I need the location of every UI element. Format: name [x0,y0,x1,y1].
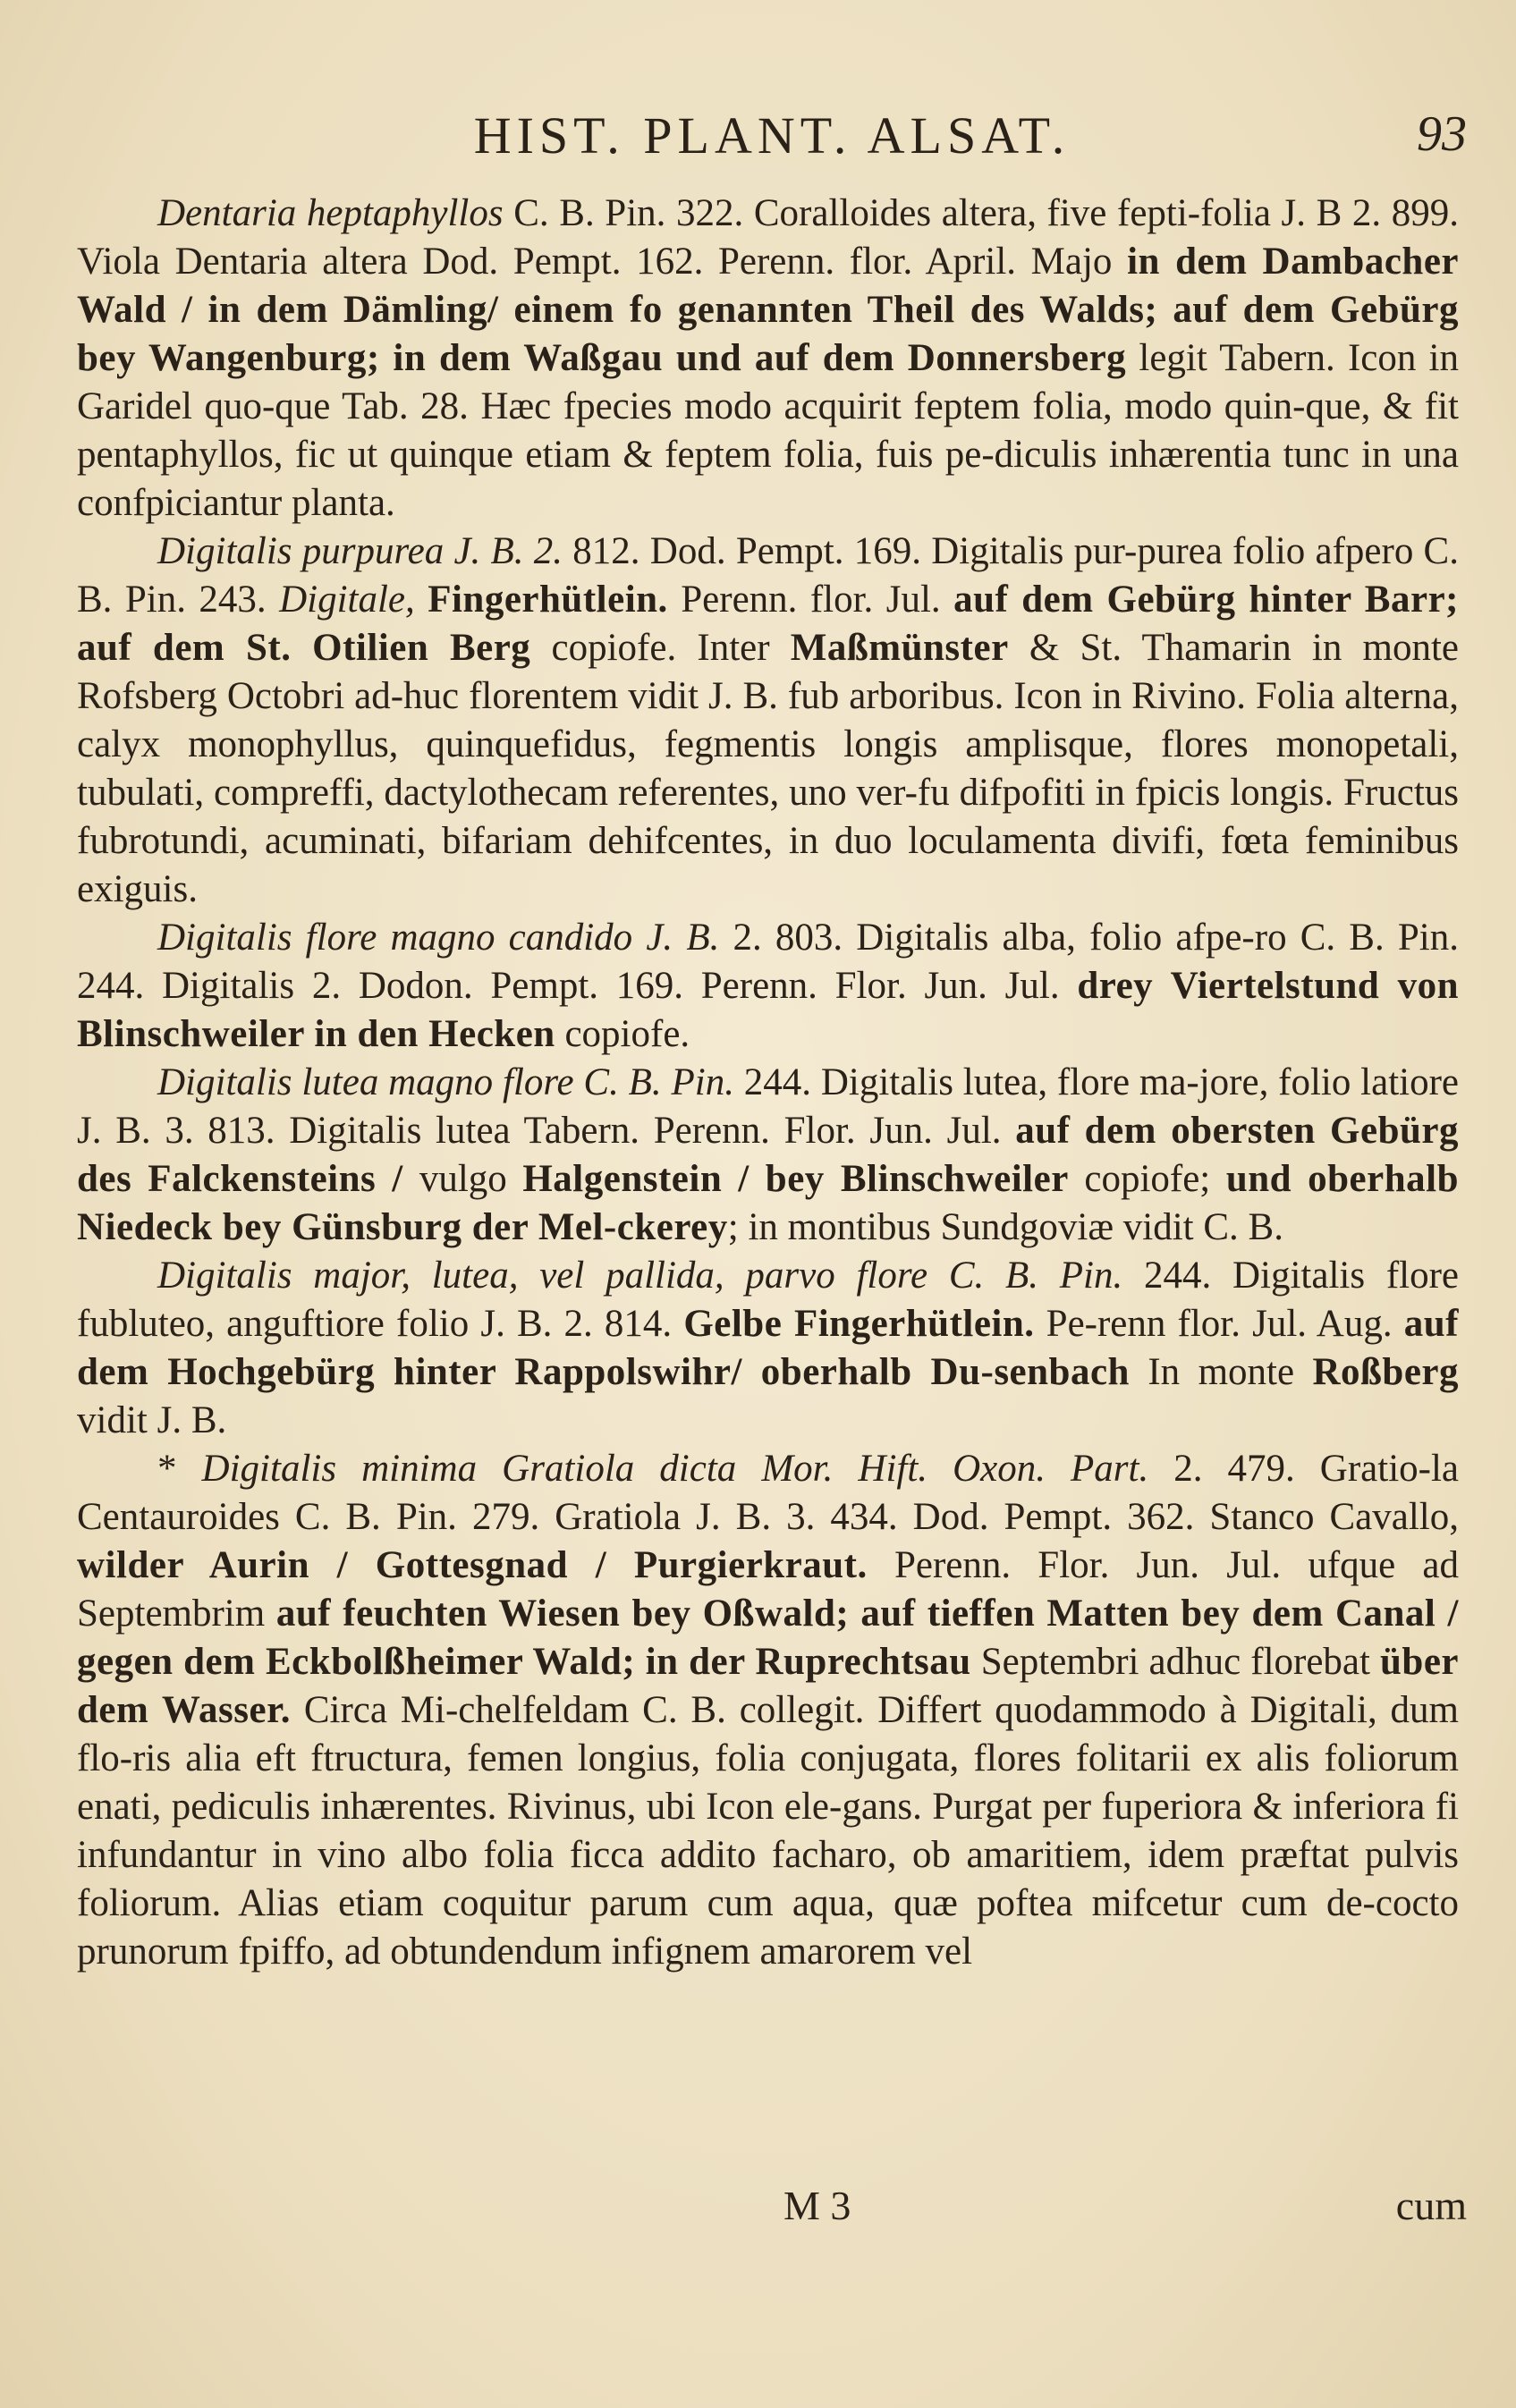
catchword: cum [1395,2183,1467,2228]
german-text: über dem Wasser. [77,1641,1460,1731]
german-text: in dem Dambacher Wald / in dem Dämling/ einem fo genannten Theil des Walds; auf dem Gebürg bey Wangenburg; in dem Waßgau und auf dem Donnersberg [77,241,1459,379]
latin-text: & St. Thamarin in monte Rofsberg Octobri ad-huc florentem vidit J. B. fub arboribus. Icon in Rivino. Folia alterna, calyx monophyllus, quinquefidus, fegmentis longis amplisque, flores monopetali, tubulati, compreffi, dactylothecam referentes, uno ver-fu difpofiti in fpicis longis. Fructus fubrotundi, acuminati, bifariam dehifcentes, in duo loculamenta divifi, fœta feminibus exiguis. [77,627,1460,910]
page-number: 93 [1417,106,1467,162]
german-text: Roßberg [1312,1351,1459,1393]
latin-text: 2. 479. Gratio-la Centauroides C. B. Pin. 279. Gratiola J. B. 3. 434. Dod. Pempt. 362. Stanco Cavallo, [77,1448,1460,1538]
german-text: auf feuchten Wiesen bey Oßwald; auf tieffen Matten bey dem Canal / gegen dem Eckbolßheimer Wald; in der Ruprechtsau [77,1593,1459,1683]
latin-text: 2. 803. Digitalis alba, folio afpe-ro C. B. Pin. 244. Digitalis 2. Dodon. Pempt. 169. Perenn. Flor. Jun. Jul. [77,917,1459,1007]
german-text: wilder Aurin / Gottesgnad / Purgierkraut. [77,1544,868,1586]
latin-text: C. B. Pin. 322. Coralloides altera, five fepti-folia J. B 2. 899. Viola Dentaria altera Dod. Pempt. 162. Perenn. flor. April. Majo [77,192,1459,283]
page-footer [77,2182,1467,2235]
latin-text: copiofe. Inter [530,627,791,669]
entry-paragraph [77,190,1459,528]
latin-text: In monte [1129,1351,1313,1393]
latin-name: Digitalis flore magno candido J. B. [157,917,720,959]
latin-text: 244. Digitalis flore fubluteo, anguftiore folio J. B. 2. 814. [77,1255,1459,1345]
latin-text: * [157,1448,202,1490]
latin-name: Digitalis purpurea J. B. 2. [157,530,563,572]
running-title: HIST. PLANT. ALSAT. [473,106,1071,165]
latin-text: vidit J. B. [77,1399,227,1441]
signature-mark: M 3 [783,2183,851,2228]
entry-paragraph [77,1445,1459,1976]
german-text: Gelbe Fingerhütlein. [683,1303,1035,1345]
latin-name: Digitale, [279,579,415,621]
entry-paragraph [77,914,1459,1059]
latin-text: copiofe. [555,1013,690,1055]
latin-text: Pe-renn flor. Jul. Aug. [1034,1303,1404,1345]
german-text: Halgenstein / bey Blinschweiler [522,1158,1069,1200]
latin-text: vulgo [419,1158,523,1200]
latin-text: 812. Dod. Pempt. 169. Digitalis pur-purea folio afpero C. B. Pin. 243. [77,530,1459,621]
latin-text: ; in montibus Sundgoviæ vidit C. B. [727,1206,1283,1248]
latin-text: Circa Mi-chelfeldam C. B. collegit. Differt quodammodo à Digitali, dum flo-ris alia eft ftructura, femen longius, folia conjugata, flores folitarii ex alis foliorum enati, pediculis inhærentes. Rivinus, ubi Icon ele-gans. Purgat per fuperiora & inferiora fi infundantur in vino albo folia ficca addito facharo, ob amaritiem, idem præftat pulvis foliorum. Alias etiam coquitur parum cum aqua, quæ poftea mifcetur cum de-cocto prunorum fpiffo, ad obtundendum infignem amarorem vel [77,1689,1459,1973]
german-text: auf dem Hochgebürg hinter Rappolswihr/ oberhalb Du-senbach [77,1303,1459,1393]
german-text: drey Viertelstund von Blinschweiler in den Hecken [77,965,1459,1055]
latin-text: legit Tabern. Icon in Garidel quo-que Tab. 28. Hæc fpecies modo acquirit feptem folia, modo quin-que, & fit pentaphyllos, fic ut quinque etiam & feptem folia, fuis pe-diculis inhærentia tunc in una confpiciantur planta. [77,337,1459,524]
german-text: auf dem Gebürg hinter Barr; auf dem St. Otilien Berg [77,579,1459,669]
latin-name: Dentaria heptaphyllos [157,192,504,234]
body-text [77,190,1459,1976]
latin-text: Septembri adhuc florebat [970,1641,1381,1683]
german-text: und oberhalb Niedeck bey Günsburg der Mel-ckerey [77,1158,1459,1248]
latin-name: Digitalis major, lutea, vel pallida, parvo flore C. B. Pin. [157,1255,1123,1297]
german-text: auf dem obersten Gebürg des Falckensteins / [77,1110,1459,1200]
latin-text: Perenn. flor. Jul. [667,579,954,621]
latin-text: copiofe; [1068,1158,1226,1200]
latin-text: 244. Digitalis lutea, flore ma-jore, folio latiore J. B. 3. 813. Digitalis lutea Tabern. Perenn. Flor. Jun. Jul. [77,1061,1459,1152]
german-text: Maßmünster [790,627,1009,669]
german-text: Fingerhütlein. [428,579,668,621]
latin-text [415,579,428,621]
entry-paragraph [77,528,1459,914]
latin-text: Perenn. Flor. Jun. Jul. ufque ad Septembrim [77,1544,1460,1635]
latin-name: Digitalis lutea magno flore C. B. Pin. [157,1061,734,1103]
entry-paragraph [77,1252,1459,1445]
entry-paragraph [77,1059,1459,1252]
latin-name: Digitalis minima Gratiola dicta Mor. Hift. Oxon. Part. [201,1448,1149,1490]
page-header [77,106,1467,177]
